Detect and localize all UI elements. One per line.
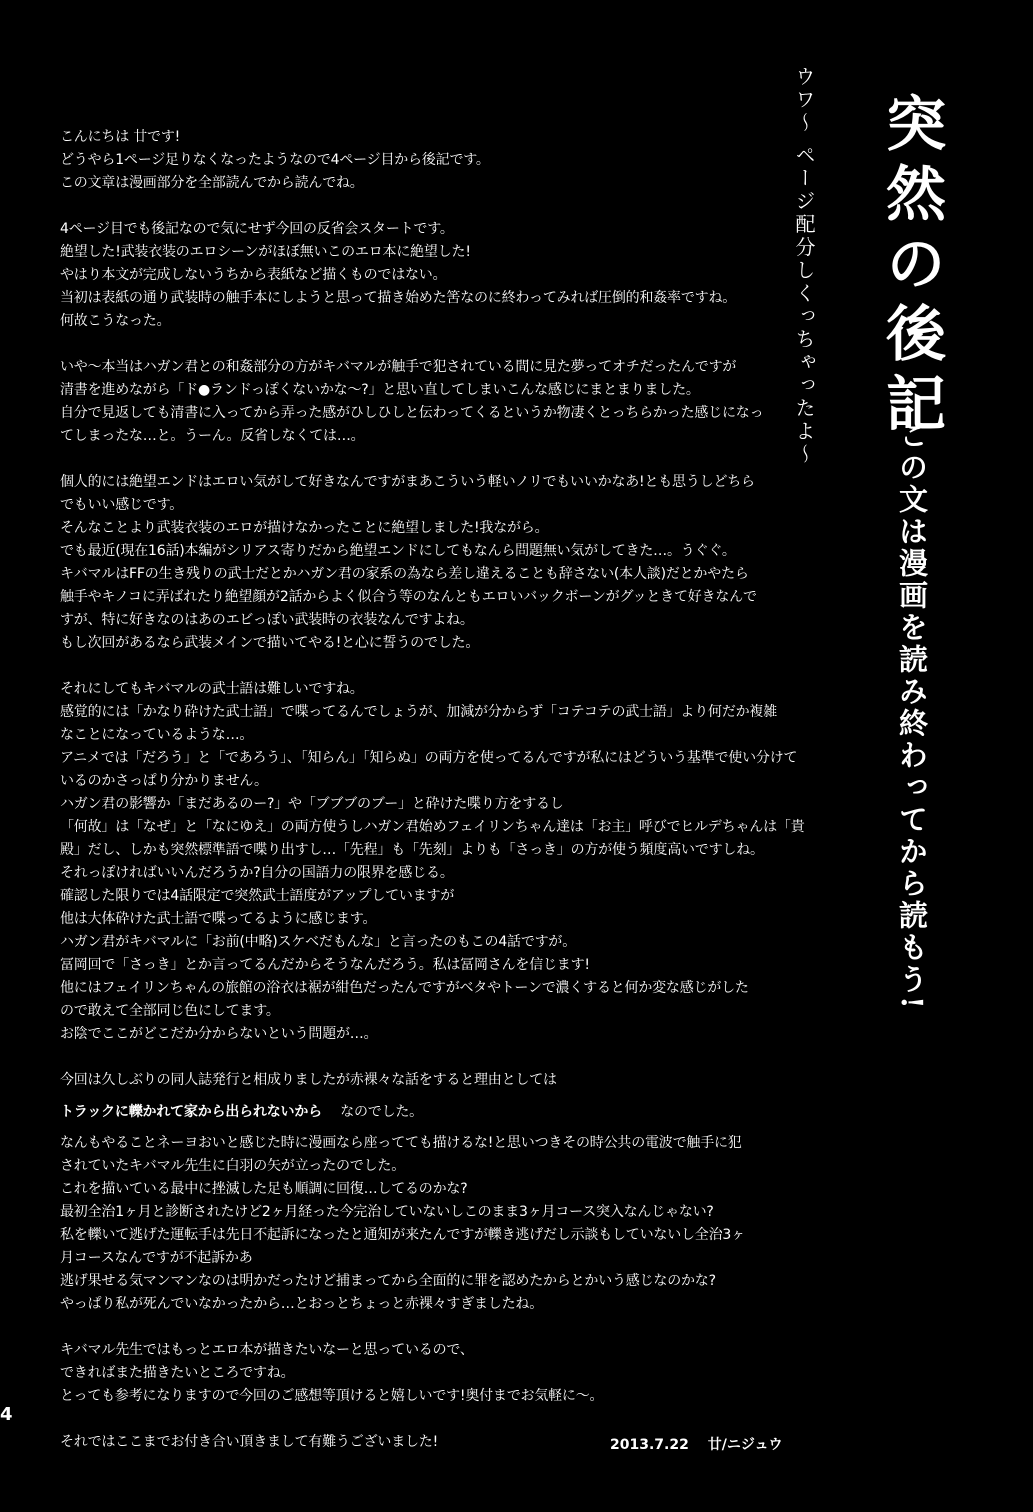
- paragraph: [60, 1132, 780, 1316]
- text-line: 清書を進めながら「ド●ランドっぽくないかな〜?」と思い直してしまいこんな感じにまとまりました。: [60, 382, 700, 398]
- text-line: この文章は漫画部分を全部読んでから読んでね。: [60, 175, 364, 191]
- text-line: 4ページ目でも後記なので気にせず今回の反省会スタートです。: [60, 221, 454, 237]
- paragraph: [60, 678, 805, 1046]
- text-line: ハガン君の影響か「まだあるのー?」や「ブブブのブー」と砕けた喋り方をするし: [60, 796, 564, 812]
- text-line: いるのかさっぱり分かりません。: [60, 773, 268, 789]
- text-line: こんにちは 廿です!: [60, 129, 181, 145]
- text-line: 確認した限りでは4話限定で突然武士語度がアップしていますが: [60, 888, 455, 904]
- text-line: 当初は表紙の通り武装時の触手本にしようと思って描き始めた筈なのに終わってみれば圧倒的和姦率ですね。: [60, 290, 737, 306]
- text-line: キバマルはFFの生き残りの武士だとかハガン君の家系の為なら差し違えることも辞さない(本人談)だとかやたら: [60, 566, 749, 582]
- text-line: でも最近(現在16話)本編がシリアス寄りだから絶望エンドにしてもなんら問題無い気がしてきた…。うぐぐ。: [60, 543, 736, 559]
- text-line: でもいい感じです。: [60, 497, 184, 513]
- paragraph: [60, 1339, 780, 1408]
- text-line: キバマル先生ではもっとエロ本が描きたいなーと思っているので、: [60, 1342, 474, 1358]
- text-line: それではここまでお付き合い頂きまして有難うございました!: [60, 1434, 439, 1450]
- reason-bold-text: トラックに轢かれて家から出られないから: [60, 1104, 322, 1120]
- signature-author: 廿/ニジュウ: [707, 1437, 783, 1453]
- text-line: 冨岡回で「さっき」とか言ってるんだからそうなんだろう。私は冨岡さんを信じます!: [60, 957, 590, 973]
- text-line: 私を轢いて逃げた運転手は先日不起訴になったと通知が来たんですが轢き逃げだし示談もしていないし全治3ヶ: [60, 1227, 745, 1243]
- text-line: そんなことより武装衣装のエロが描けなかったことに絶望しました!我ながら。: [60, 520, 549, 536]
- text-line: 個人的には絶望エンドはエロい気がして好きなんですがまあこういう軽いノリでもいいかなあ!とも思うしどちら: [60, 474, 755, 490]
- afterword-body: [60, 126, 805, 1477]
- paragraph: [60, 218, 780, 333]
- text-line: これを描いている最中に挫滅した足も順調に回復…してるのかな?: [60, 1181, 468, 1197]
- paragraph: [60, 471, 780, 655]
- text-line: なんもやることネーヨおいと感じた時に漫画なら座ってても描けるな!と思いつきその時公共の電波で触手に犯: [60, 1135, 742, 1151]
- reason-emphasis: [60, 1101, 780, 1124]
- paragraph: [60, 126, 780, 195]
- text-line: 他は大体砕けた武士語で喋ってるように感じます。: [60, 911, 377, 927]
- text-line: 最初全治1ヶ月と診断されたけど2ヶ月経った今完治していないしこのまま3ヶ月コース突入なんじゃない?: [60, 1204, 714, 1220]
- page-number: 4: [0, 1404, 13, 1425]
- text-line: 「何故」は「なぜ」と「なにゆえ」の両方使うしハガン君始めフェイリンちゃん達は「お主」呼びでヒルデちゃんは「貴: [60, 819, 805, 835]
- text-line: ので敢えて全部同じ色にしてます。: [60, 1003, 280, 1019]
- text-line: もし次回があるなら武装メインで描いてやる!と心に誓うのでした。: [60, 635, 480, 651]
- page-title: 突然の後記: [876, 92, 946, 442]
- text-line: 他にはフェイリンちゃんの旅館の浴衣は裾が紺色だったんですがベタやトーンで濃くすると何か変な感じがした: [60, 980, 749, 996]
- text-line: それっぽければいいんだろうか?自分の国語力の限界を感じる。: [60, 865, 454, 881]
- text-line: 月コースなんですが不起訴かあ: [60, 1250, 253, 1266]
- text-line: とっても参考になりますので今回のご感想等頂けると嬉しいです!奥付までお気軽に〜。: [60, 1388, 604, 1404]
- text-line: 逃げ果せる気マンマンなのは明かだったけど捕まってから全面的に罪を認めたからとかいう感じなのかな?: [60, 1273, 716, 1289]
- text-line: それにしてもキバマルの武士語は難しいですね。: [60, 681, 364, 697]
- text-line: 殿」だし、しかも突然標準語で喋り出すし…「先程」も「先刻」よりも「さっき」の方が使う頻度高いですしね。: [60, 842, 764, 858]
- text-line: すが、特に好きなのはあのエビっぽい武装時の衣装なんですよね。: [60, 612, 474, 628]
- text-line: なことになっているような…。: [60, 727, 254, 743]
- subtitle: この文は漫画を読み終わってから読もう!: [895, 420, 929, 1012]
- text-line: お陰でここがどこだか分からないという問題が…。: [60, 1026, 378, 1042]
- text-line: できればまた描きたいところですね。: [60, 1365, 295, 1381]
- text-line: どうやら1ページ足りなくなったようなので4ページ目から後記です。: [60, 152, 490, 168]
- paragraph: [60, 356, 780, 448]
- signature-date: 2013.7.22: [610, 1437, 689, 1453]
- text-line: 触手やキノコに弄ばれたり絶望顔が2話からよく似合う等のなんともエロいバックボーンがグッときて好きなんで: [60, 589, 757, 605]
- signature: [610, 1434, 797, 1454]
- text-line: アニメでは「だろう」と「であろう」、「知らん」「知らぬ」の両方を使ってるんですが私にはどういう基準で使い分けて: [60, 750, 798, 766]
- text-line: 自分で見返しても清書に入ってから弄った感がひしひしと伝わってくるというか物凄くとっちらかった感じになっ: [60, 405, 764, 421]
- text-line: てしまったな…と。うーん。反省しなくては…。: [60, 428, 365, 444]
- reason-paragraph: [60, 1069, 780, 1092]
- text-line: されていたキバマル先生に白羽の矢が立ったのでした。: [60, 1158, 405, 1174]
- text-line: 絶望した!武装衣装のエロシーンがほぼ無いこのエロ本に絶望した!: [60, 244, 471, 260]
- text-line: 感覚的には「かなり砕けた武士語」で喋ってるんでしょうが、加減が分からず「コテコテの武士語」より何だか複雑: [60, 704, 778, 720]
- reason-tail-text: なのでした。: [340, 1104, 423, 1120]
- text-line: やはり本文が完成しないうちから表紙など描くものではない。: [60, 267, 447, 283]
- side-note: ウワ〜 ページ配分しくっちゃったよ〜: [792, 66, 816, 467]
- reason-intro: 今回は久しぶりの同人誌発行と相成りましたが赤裸々な話をすると理由としては: [60, 1072, 557, 1088]
- text-line: ハガン君がキバマルに「お前(中略)スケベだもんな」と言ったのもこの4話ですが。: [60, 934, 577, 950]
- text-line: やっぱり私が死んでいなかったから…とおっとちょっと赤裸々すぎましたね。: [60, 1296, 543, 1312]
- text-line: いや〜本当はハガン君との和姦部分の方がキバマルが触手で犯されている間に見た夢ってオチだったんですが: [60, 359, 737, 375]
- text-line: 何故こうなった。: [60, 313, 171, 329]
